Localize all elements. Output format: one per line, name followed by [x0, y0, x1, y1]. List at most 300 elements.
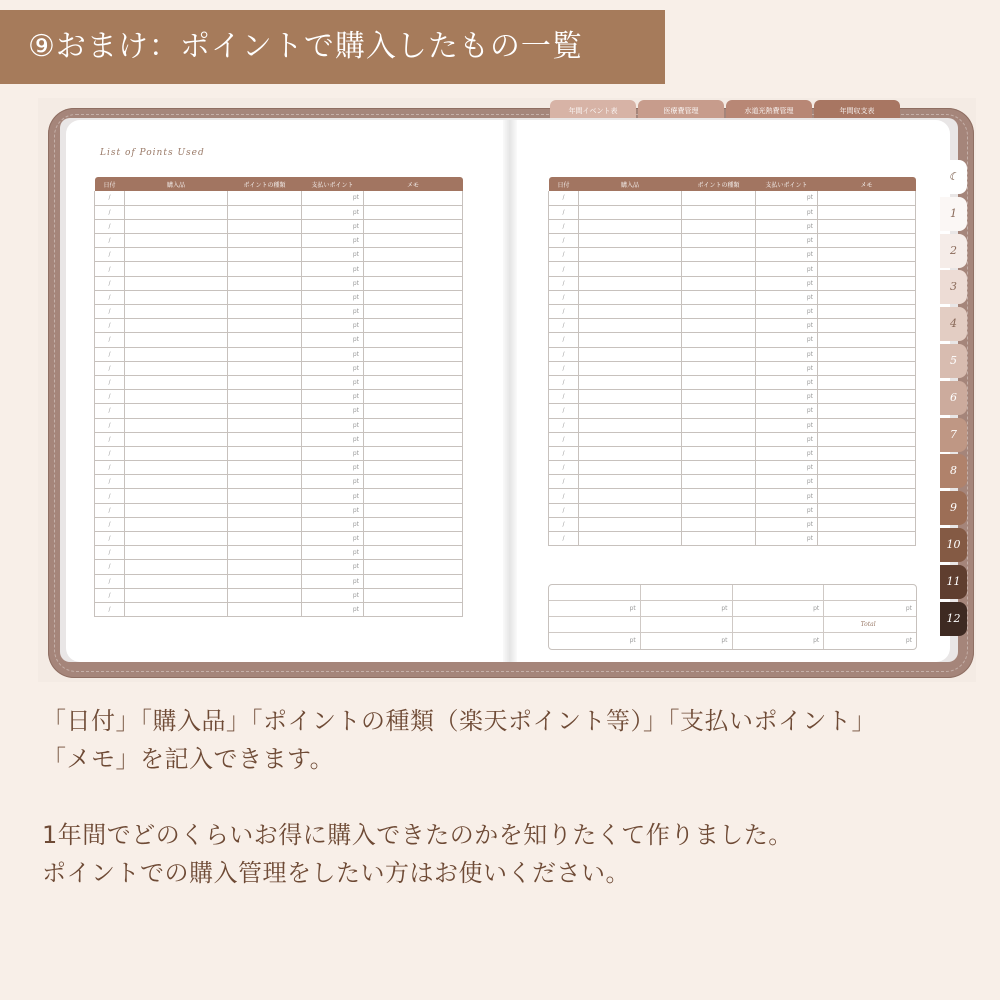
summary-points-cell[interactable]: pt	[733, 633, 825, 649]
memo-cell[interactable]	[364, 347, 463, 361]
date-cell[interactable]: /	[549, 234, 579, 248]
date-cell[interactable]: /	[95, 574, 125, 588]
memo-cell[interactable]	[818, 219, 916, 233]
month-tab-5[interactable]: 5	[940, 344, 967, 378]
point-type-cell[interactable]	[228, 602, 302, 616]
points-cell[interactable]: pt	[756, 489, 818, 503]
item-cell[interactable]	[125, 574, 228, 588]
item-cell[interactable]	[125, 361, 228, 375]
point-type-cell[interactable]	[228, 432, 302, 446]
points-cell[interactable]: pt	[302, 319, 364, 333]
summary-label-cell[interactable]	[733, 585, 825, 601]
points-cell[interactable]: pt	[302, 517, 364, 531]
memo-cell[interactable]	[818, 290, 916, 304]
point-type-cell[interactable]	[682, 305, 756, 319]
points-cell[interactable]: pt	[302, 290, 364, 304]
points-cell[interactable]: pt	[302, 546, 364, 560]
top-section-tab[interactable]: 年間収支表	[814, 100, 900, 122]
point-type-cell[interactable]	[682, 517, 756, 531]
item-cell[interactable]	[579, 276, 682, 290]
date-cell[interactable]: /	[549, 375, 579, 389]
date-cell[interactable]: /	[549, 432, 579, 446]
point-type-cell[interactable]	[228, 333, 302, 347]
summary-label-cell[interactable]	[733, 617, 825, 633]
memo-cell[interactable]	[364, 532, 463, 546]
memo-cell[interactable]	[364, 276, 463, 290]
memo-cell[interactable]	[364, 418, 463, 432]
point-type-cell[interactable]	[682, 347, 756, 361]
item-cell[interactable]	[125, 375, 228, 389]
points-cell[interactable]: pt	[756, 503, 818, 517]
point-type-cell[interactable]	[682, 248, 756, 262]
points-cell[interactable]: pt	[302, 432, 364, 446]
summary-points-cell[interactable]: pt	[641, 633, 733, 649]
item-cell[interactable]	[579, 333, 682, 347]
date-cell[interactable]: /	[95, 347, 125, 361]
points-cell[interactable]: pt	[302, 390, 364, 404]
point-type-cell[interactable]	[228, 347, 302, 361]
point-type-cell[interactable]	[228, 489, 302, 503]
memo-cell[interactable]	[364, 475, 463, 489]
point-type-cell[interactable]	[228, 219, 302, 233]
summary-label-cell[interactable]	[549, 617, 641, 633]
points-cell[interactable]: pt	[756, 305, 818, 319]
month-tab-8[interactable]: 8	[940, 454, 967, 488]
date-cell[interactable]: /	[549, 517, 579, 531]
item-cell[interactable]	[579, 475, 682, 489]
item-cell[interactable]	[125, 503, 228, 517]
memo-cell[interactable]	[364, 517, 463, 531]
item-cell[interactable]	[125, 305, 228, 319]
point-type-cell[interactable]	[228, 390, 302, 404]
points-cell[interactable]: pt	[302, 404, 364, 418]
date-cell[interactable]: /	[95, 418, 125, 432]
point-type-cell[interactable]	[228, 588, 302, 602]
item-cell[interactable]	[125, 532, 228, 546]
summary-points-cell[interactable]: pt	[549, 633, 641, 649]
date-cell[interactable]: /	[549, 475, 579, 489]
point-type-cell[interactable]	[682, 432, 756, 446]
date-cell[interactable]: /	[95, 361, 125, 375]
points-cell[interactable]: pt	[302, 234, 364, 248]
item-cell[interactable]	[579, 446, 682, 460]
points-cell[interactable]: pt	[302, 489, 364, 503]
points-cell[interactable]: pt	[756, 262, 818, 276]
item-cell[interactable]	[125, 276, 228, 290]
item-cell[interactable]	[125, 205, 228, 219]
month-tab-6[interactable]: 6	[940, 381, 967, 415]
date-cell[interactable]: /	[95, 276, 125, 290]
date-cell[interactable]: /	[95, 475, 125, 489]
date-cell[interactable]: /	[95, 404, 125, 418]
date-cell[interactable]: /	[549, 489, 579, 503]
item-cell[interactable]	[125, 290, 228, 304]
item-cell[interactable]	[579, 432, 682, 446]
memo-cell[interactable]	[364, 602, 463, 616]
memo-cell[interactable]	[364, 432, 463, 446]
item-cell[interactable]	[579, 503, 682, 517]
summary-label-cell[interactable]	[549, 585, 641, 601]
date-cell[interactable]: /	[95, 333, 125, 347]
date-cell[interactable]: /	[95, 290, 125, 304]
date-cell[interactable]: /	[549, 305, 579, 319]
point-type-cell[interactable]	[228, 305, 302, 319]
memo-cell[interactable]	[818, 390, 916, 404]
item-cell[interactable]	[125, 234, 228, 248]
memo-cell[interactable]	[818, 517, 916, 531]
memo-cell[interactable]	[818, 446, 916, 460]
point-type-cell[interactable]	[228, 205, 302, 219]
date-cell[interactable]: /	[549, 191, 579, 205]
date-cell[interactable]: /	[95, 517, 125, 531]
item-cell[interactable]	[579, 517, 682, 531]
item-cell[interactable]	[125, 319, 228, 333]
item-cell[interactable]	[125, 475, 228, 489]
points-cell[interactable]: pt	[756, 418, 818, 432]
points-cell[interactable]: pt	[302, 446, 364, 460]
date-cell[interactable]: /	[549, 290, 579, 304]
month-tab-11[interactable]: 11	[940, 565, 967, 599]
date-cell[interactable]: /	[549, 248, 579, 262]
item-cell[interactable]	[579, 319, 682, 333]
item-cell[interactable]	[579, 489, 682, 503]
date-cell[interactable]: /	[549, 503, 579, 517]
memo-cell[interactable]	[364, 560, 463, 574]
memo-cell[interactable]	[818, 234, 916, 248]
month-tab-9[interactable]: 9	[940, 491, 967, 525]
point-type-cell[interactable]	[228, 546, 302, 560]
item-cell[interactable]	[125, 602, 228, 616]
points-cell[interactable]: pt	[302, 503, 364, 517]
points-cell[interactable]: pt	[302, 461, 364, 475]
month-tab-7[interactable]: 7	[940, 418, 967, 452]
date-cell[interactable]: /	[95, 588, 125, 602]
memo-cell[interactable]	[818, 262, 916, 276]
date-cell[interactable]: /	[95, 205, 125, 219]
point-type-cell[interactable]	[228, 361, 302, 375]
points-cell[interactable]: pt	[302, 276, 364, 290]
point-type-cell[interactable]	[682, 191, 756, 205]
date-cell[interactable]: /	[549, 418, 579, 432]
date-cell[interactable]: /	[549, 276, 579, 290]
memo-cell[interactable]	[818, 347, 916, 361]
date-cell[interactable]: /	[95, 191, 125, 205]
points-cell[interactable]: pt	[756, 375, 818, 389]
date-cell[interactable]: /	[95, 305, 125, 319]
memo-cell[interactable]	[364, 248, 463, 262]
memo-cell[interactable]	[818, 532, 916, 546]
date-cell[interactable]: /	[549, 347, 579, 361]
date-cell[interactable]: /	[95, 432, 125, 446]
summary-label-cell[interactable]	[824, 585, 916, 601]
memo-cell[interactable]	[364, 290, 463, 304]
item-cell[interactable]	[579, 290, 682, 304]
summary-label-cell[interactable]	[641, 617, 733, 633]
points-cell[interactable]: pt	[302, 602, 364, 616]
point-type-cell[interactable]	[228, 418, 302, 432]
points-cell[interactable]: pt	[756, 404, 818, 418]
points-cell[interactable]: pt	[302, 418, 364, 432]
points-cell[interactable]: pt	[756, 248, 818, 262]
memo-cell[interactable]	[818, 305, 916, 319]
moon-index-tab[interactable]: ☾	[940, 160, 967, 194]
points-cell[interactable]: pt	[302, 305, 364, 319]
item-cell[interactable]	[579, 404, 682, 418]
point-type-cell[interactable]	[228, 461, 302, 475]
item-cell[interactable]	[125, 432, 228, 446]
month-tab-3[interactable]: 3	[940, 270, 967, 304]
points-cell[interactable]: pt	[756, 290, 818, 304]
memo-cell[interactable]	[818, 418, 916, 432]
date-cell[interactable]: /	[95, 234, 125, 248]
memo-cell[interactable]	[818, 404, 916, 418]
point-type-cell[interactable]	[682, 446, 756, 460]
memo-cell[interactable]	[364, 461, 463, 475]
item-cell[interactable]	[579, 262, 682, 276]
points-cell[interactable]: pt	[302, 361, 364, 375]
points-cell[interactable]: pt	[302, 588, 364, 602]
point-type-cell[interactable]	[228, 475, 302, 489]
point-type-cell[interactable]	[682, 262, 756, 276]
date-cell[interactable]: /	[95, 262, 125, 276]
item-cell[interactable]	[579, 248, 682, 262]
item-cell[interactable]	[579, 347, 682, 361]
memo-cell[interactable]	[364, 333, 463, 347]
item-cell[interactable]	[125, 446, 228, 460]
item-cell[interactable]	[125, 461, 228, 475]
points-cell[interactable]: pt	[302, 347, 364, 361]
date-cell[interactable]: /	[95, 503, 125, 517]
points-cell[interactable]: pt	[756, 475, 818, 489]
point-type-cell[interactable]	[682, 461, 756, 475]
date-cell[interactable]: /	[549, 404, 579, 418]
item-cell[interactable]	[125, 262, 228, 276]
date-cell[interactable]: /	[95, 319, 125, 333]
memo-cell[interactable]	[364, 546, 463, 560]
point-type-cell[interactable]	[682, 333, 756, 347]
points-cell[interactable]: pt	[302, 475, 364, 489]
summary-points-cell[interactable]: pt	[549, 601, 641, 617]
point-type-cell[interactable]	[228, 446, 302, 460]
points-cell[interactable]: pt	[302, 262, 364, 276]
item-cell[interactable]	[125, 560, 228, 574]
point-type-cell[interactable]	[228, 248, 302, 262]
points-cell[interactable]: pt	[756, 191, 818, 205]
item-cell[interactable]	[125, 404, 228, 418]
points-cell[interactable]: pt	[302, 248, 364, 262]
summary-points-cell[interactable]: pt	[905, 637, 912, 644]
item-cell[interactable]	[579, 390, 682, 404]
top-section-tab[interactable]: 年間イベント表	[550, 100, 636, 122]
month-tab-4[interactable]: 4	[940, 307, 967, 341]
memo-cell[interactable]	[818, 361, 916, 375]
point-type-cell[interactable]	[682, 418, 756, 432]
points-cell[interactable]: pt	[302, 375, 364, 389]
points-cell[interactable]: pt	[302, 219, 364, 233]
point-type-cell[interactable]	[682, 276, 756, 290]
points-cell[interactable]: pt	[756, 432, 818, 446]
memo-cell[interactable]	[818, 503, 916, 517]
item-cell[interactable]	[125, 418, 228, 432]
memo-cell[interactable]	[818, 461, 916, 475]
point-type-cell[interactable]	[228, 375, 302, 389]
point-type-cell[interactable]	[228, 234, 302, 248]
memo-cell[interactable]	[364, 305, 463, 319]
memo-cell[interactable]	[364, 446, 463, 460]
memo-cell[interactable]	[818, 319, 916, 333]
point-type-cell[interactable]	[228, 276, 302, 290]
memo-cell[interactable]	[364, 319, 463, 333]
point-type-cell[interactable]	[682, 361, 756, 375]
date-cell[interactable]: /	[95, 489, 125, 503]
points-cell[interactable]: pt	[302, 333, 364, 347]
point-type-cell[interactable]	[228, 404, 302, 418]
point-type-cell[interactable]	[682, 219, 756, 233]
points-cell[interactable]: pt	[756, 333, 818, 347]
memo-cell[interactable]	[364, 574, 463, 588]
point-type-cell[interactable]	[228, 532, 302, 546]
points-cell[interactable]: pt	[756, 219, 818, 233]
points-cell[interactable]: pt	[756, 517, 818, 531]
item-cell[interactable]	[125, 191, 228, 205]
date-cell[interactable]: /	[95, 248, 125, 262]
point-type-cell[interactable]	[682, 532, 756, 546]
item-cell[interactable]	[579, 205, 682, 219]
date-cell[interactable]: /	[549, 361, 579, 375]
point-type-cell[interactable]	[228, 262, 302, 276]
memo-cell[interactable]	[818, 432, 916, 446]
point-type-cell[interactable]	[682, 205, 756, 219]
memo-cell[interactable]	[364, 404, 463, 418]
point-type-cell[interactable]	[682, 234, 756, 248]
memo-cell[interactable]	[364, 375, 463, 389]
points-cell[interactable]: pt	[756, 319, 818, 333]
point-type-cell[interactable]	[682, 390, 756, 404]
point-type-cell[interactable]	[228, 574, 302, 588]
date-cell[interactable]: /	[95, 560, 125, 574]
date-cell[interactable]: /	[549, 262, 579, 276]
item-cell[interactable]	[125, 219, 228, 233]
point-type-cell[interactable]	[682, 319, 756, 333]
summary-points-cell[interactable]: pt	[733, 601, 825, 617]
points-cell[interactable]: pt	[756, 390, 818, 404]
memo-cell[interactable]	[364, 219, 463, 233]
item-cell[interactable]	[579, 305, 682, 319]
points-cell[interactable]: pt	[756, 361, 818, 375]
memo-cell[interactable]	[818, 248, 916, 262]
memo-cell[interactable]	[818, 276, 916, 290]
point-type-cell[interactable]	[228, 191, 302, 205]
memo-cell[interactable]	[364, 234, 463, 248]
item-cell[interactable]	[579, 191, 682, 205]
point-type-cell[interactable]	[682, 375, 756, 389]
item-cell[interactable]	[579, 418, 682, 432]
point-type-cell[interactable]	[682, 290, 756, 304]
date-cell[interactable]: /	[549, 333, 579, 347]
month-tab-1[interactable]: 1	[940, 197, 967, 231]
top-section-tab[interactable]: 医療費管理	[638, 100, 724, 122]
points-cell[interactable]: pt	[756, 205, 818, 219]
date-cell[interactable]: /	[549, 319, 579, 333]
points-cell[interactable]: pt	[756, 461, 818, 475]
date-cell[interactable]: /	[95, 390, 125, 404]
memo-cell[interactable]	[364, 361, 463, 375]
item-cell[interactable]	[125, 546, 228, 560]
month-tab-2[interactable]: 2	[940, 234, 967, 268]
item-cell[interactable]	[579, 532, 682, 546]
points-cell[interactable]: pt	[302, 205, 364, 219]
points-cell[interactable]: pt	[302, 560, 364, 574]
date-cell[interactable]: /	[549, 532, 579, 546]
date-cell[interactable]: /	[95, 446, 125, 460]
points-cell[interactable]: pt	[756, 446, 818, 460]
memo-cell[interactable]	[818, 333, 916, 347]
item-cell[interactable]	[125, 517, 228, 531]
date-cell[interactable]: /	[549, 205, 579, 219]
memo-cell[interactable]	[818, 191, 916, 205]
points-cell[interactable]: pt	[756, 532, 818, 546]
item-cell[interactable]	[579, 234, 682, 248]
memo-cell[interactable]	[364, 205, 463, 219]
point-type-cell[interactable]	[682, 489, 756, 503]
item-cell[interactable]	[579, 461, 682, 475]
month-tab-12[interactable]: 12	[940, 602, 967, 636]
item-cell[interactable]	[125, 390, 228, 404]
item-cell[interactable]	[579, 219, 682, 233]
memo-cell[interactable]	[818, 489, 916, 503]
point-type-cell[interactable]	[228, 560, 302, 574]
month-tab-10[interactable]: 10	[940, 528, 967, 562]
memo-cell[interactable]	[364, 262, 463, 276]
point-type-cell[interactable]	[228, 319, 302, 333]
point-type-cell[interactable]	[228, 517, 302, 531]
memo-cell[interactable]	[364, 191, 463, 205]
point-type-cell[interactable]	[682, 404, 756, 418]
memo-cell[interactable]	[364, 489, 463, 503]
date-cell[interactable]: /	[95, 219, 125, 233]
date-cell[interactable]: /	[549, 219, 579, 233]
date-cell[interactable]: /	[549, 390, 579, 404]
item-cell[interactable]	[125, 347, 228, 361]
memo-cell[interactable]	[364, 588, 463, 602]
points-cell[interactable]: pt	[302, 191, 364, 205]
point-type-cell[interactable]	[228, 503, 302, 517]
point-type-cell[interactable]	[682, 503, 756, 517]
summary-points-cell[interactable]: pt	[641, 601, 733, 617]
points-cell[interactable]: pt	[302, 574, 364, 588]
summary-points-cell[interactable]: pt	[824, 601, 916, 617]
memo-cell[interactable]	[364, 390, 463, 404]
date-cell[interactable]: /	[549, 461, 579, 475]
points-cell[interactable]: pt	[302, 532, 364, 546]
points-cell[interactable]: pt	[756, 234, 818, 248]
memo-cell[interactable]	[818, 205, 916, 219]
item-cell[interactable]	[579, 375, 682, 389]
summary-label-cell[interactable]	[641, 585, 733, 601]
memo-cell[interactable]	[818, 375, 916, 389]
points-cell[interactable]: pt	[756, 347, 818, 361]
date-cell[interactable]: /	[549, 446, 579, 460]
memo-cell[interactable]	[818, 475, 916, 489]
date-cell[interactable]: /	[95, 375, 125, 389]
date-cell[interactable]: /	[95, 602, 125, 616]
item-cell[interactable]	[125, 588, 228, 602]
point-type-cell[interactable]	[682, 475, 756, 489]
point-type-cell[interactable]	[228, 290, 302, 304]
item-cell[interactable]	[579, 361, 682, 375]
item-cell[interactable]	[125, 333, 228, 347]
points-cell[interactable]: pt	[756, 276, 818, 290]
